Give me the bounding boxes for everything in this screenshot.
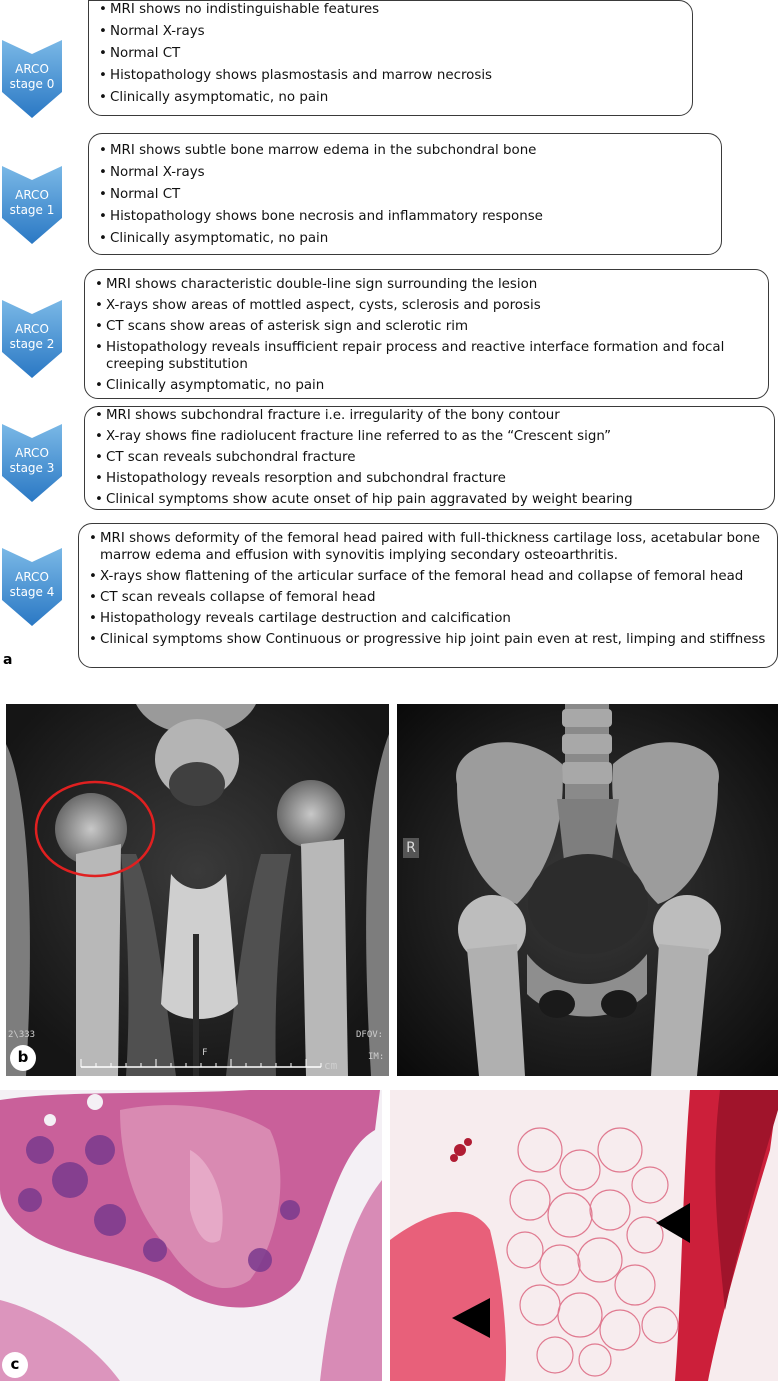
list-item: • Normal CT [99, 186, 711, 203]
stage-4-box [78, 523, 778, 668]
mri-series-text: 2\333 [8, 1030, 36, 1040]
list-item: • MRI shows deformity of the femoral head paired with full-thickness cartilage loss, acetabular bone marrow edema and effusion with synovitis implying secondary osteoarthritis. [89, 530, 769, 564]
stage-2-label: ARCO stage 2 [9, 322, 55, 351]
list-item: • Histopathology shows plasmostasis and marrow necrosis [99, 67, 682, 84]
mri-coronal-image [6, 704, 389, 1076]
mri-dfov-text: DFOV: [356, 1030, 384, 1040]
panel-c-label: c [2, 1352, 28, 1378]
list-item: • Clinically asymptomatic, no pain [95, 377, 758, 394]
list-item: • Clinical symptoms show Continuous or progressive hip joint pain even at rest, limping and stiffness [89, 631, 769, 648]
list-item: • X-ray shows fine radiolucent fracture line referred to as the “Crescent sign” [95, 428, 764, 445]
stage-1-box [88, 133, 722, 255]
pelvis-xray-image [397, 704, 778, 1076]
list-item: • Normal X-rays [99, 23, 682, 40]
stage-4-chevron [2, 548, 62, 626]
stage-0-label: ARCO stage 0 [9, 62, 55, 91]
list-item: • CT scans show areas of asterisk sign and sclerotic rim [95, 318, 758, 335]
list-item: • Clinical symptoms show acute onset of hip pain aggravated by weight bearing [95, 491, 764, 508]
stage-0-box [88, 0, 693, 116]
histology-left-image [0, 1090, 382, 1381]
xray-side-marker: R [403, 838, 419, 858]
list-item: • Normal CT [99, 45, 682, 62]
list-item: • Clinically asymptomatic, no pain [99, 89, 682, 106]
stage-1-chevron [2, 166, 62, 244]
histology-right-image [390, 1090, 778, 1381]
stage-1-label: ARCO stage 1 [9, 188, 55, 217]
stage-3-chevron [2, 424, 62, 502]
panel-b-label: b [10, 1045, 36, 1071]
stage-2-chevron [2, 300, 62, 378]
list-item: • CT scan reveals collapse of femoral head [89, 589, 769, 606]
list-item: • MRI shows subchondral fracture i.e. irregularity of the bony contour [95, 407, 764, 424]
panel-a-label: a [3, 652, 13, 668]
list-item: • X-rays show flattening of the articular surface of the femoral head and collapse of femoral head [89, 568, 769, 585]
stage-3-box [84, 406, 775, 510]
list-item: • X-rays show areas of mottled aspect, cysts, sclerosis and porosis [95, 297, 758, 314]
list-item: • Normal X-rays [99, 164, 711, 181]
list-item: • MRI shows characteristic double-line sign surrounding the lesion [95, 276, 758, 293]
list-item: • MRI shows no indistinguishable features [99, 1, 682, 18]
stage-2-box [84, 269, 769, 399]
list-item: • MRI shows subtle bone marrow edema in the subchondral bone [99, 142, 711, 159]
list-item: • CT scan reveals subchondral fracture [95, 449, 764, 466]
list-item: • Histopathology reveals resorption and subchondral fracture [95, 470, 764, 487]
mri-scale-unit: cm [324, 1059, 338, 1072]
mri-im-text: IM: [368, 1052, 385, 1062]
list-item: • Histopathology reveals insufficient repair process and reactive interface formation and focal creeping substitution [95, 339, 758, 373]
list-item: • Clinically asymptomatic, no pain [99, 230, 711, 247]
stage-3-label: ARCO stage 3 [9, 446, 55, 475]
stage-0-chevron [2, 40, 62, 118]
mri-scale-mark: F [202, 1048, 208, 1058]
list-item: • Histopathology shows bone necrosis and inflammatory response [99, 208, 711, 225]
stage-4-label: ARCO stage 4 [9, 570, 55, 599]
list-item: • Histopathology reveals cartilage destruction and calcification [89, 610, 769, 627]
